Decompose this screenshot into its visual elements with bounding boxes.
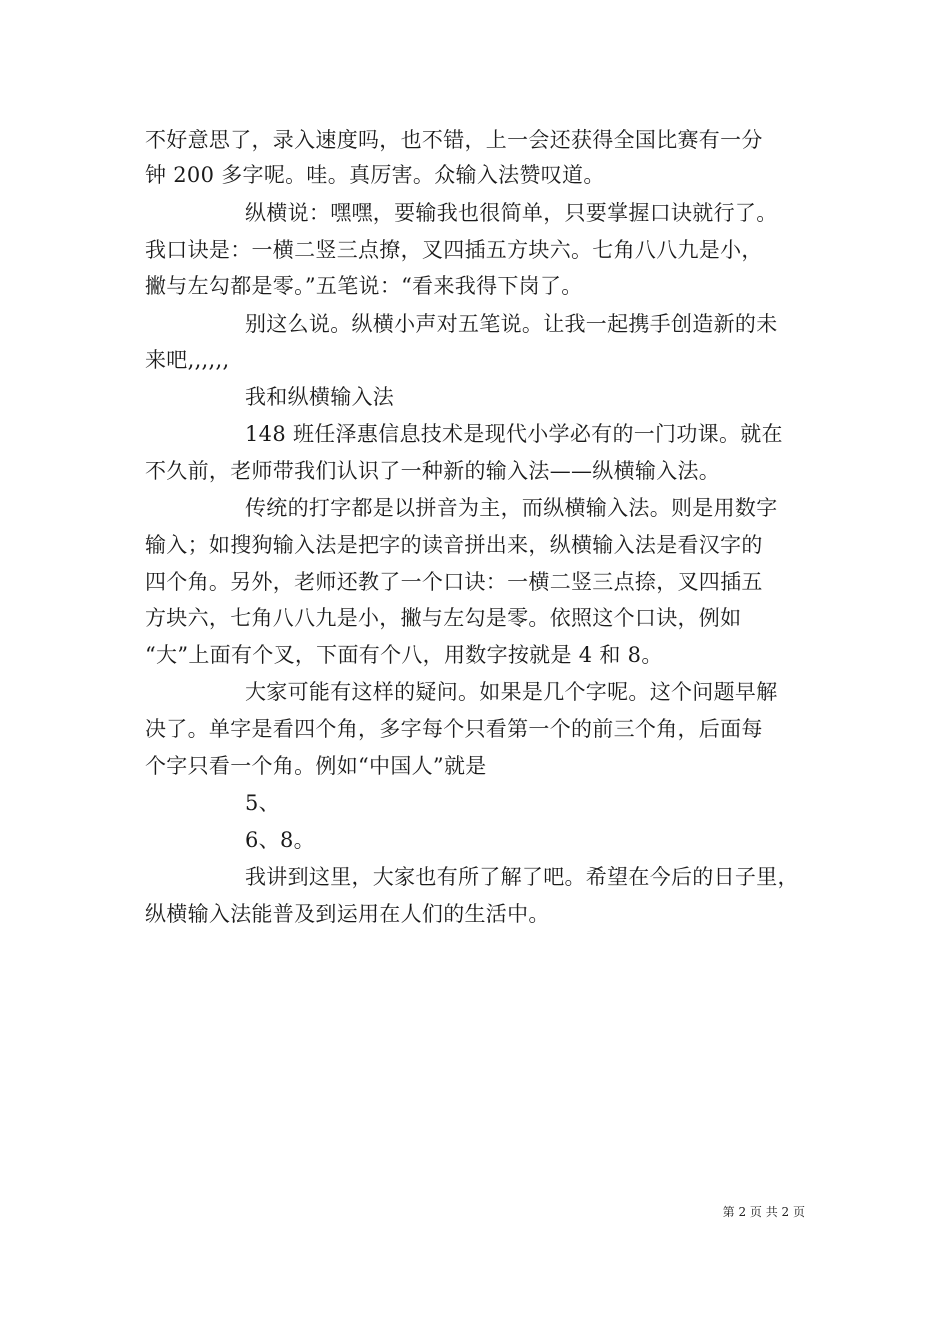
text-line: 传统的打字都是以拼音为主，而纵横输入法。则是用数字 [245,496,778,520]
text-line: 来吧,,,,,, [145,348,230,372]
text-line: 我口诀是：一横二竖三点撩，叉四插五方块六。七角八八九是小， [145,238,763,262]
text-line: 纵横说：嘿嘿，要输我也很简单，只要掌握口诀就行了。 [245,201,778,225]
text-line: “大”上面有个叉，下面有个八，用数字按就是 4 和 8。 [145,643,663,667]
text-line: 钟 200 多字呢。哇。真厉害。众输入法赞叹道。 [145,163,605,187]
text-line: 我讲到这里，大家也有所了解了吧。希望在今后的日子里， [245,865,799,889]
text-line: 6、8。 [245,828,315,852]
text-line: 四个角。另外，老师还教了一个口诀：一横二竖三点捺，叉四插五 [145,570,763,594]
text-line: 撇与左勾都是零。”五笔说：“看来我得下岗了。 [145,274,583,298]
text-line: 不好意思了，录入速度吗，也不错，上一会还获得全国比赛有一分 [145,128,763,152]
text-line: 纵横输入法能普及到运用在人们的生活中。 [145,902,550,926]
text-line: 大家可能有这样的疑问。如果是几个字呢。这个问题早解 [245,680,778,704]
text-line: 决了。单字是看四个角，多字每个只看第一个的前三个角，后面每 [145,717,763,741]
text-line: 别这么说。纵横小声对五笔说。让我一起携手创造新的未 [245,312,778,336]
text-line: 不久前，老师带我们认识了一种新的输入法——纵横输入法。 [145,459,721,483]
text-line: 个字只看一个角。例如“中国人”就是 [145,754,487,778]
section-heading: 我和纵横输入法 [245,385,395,409]
text-line: 输入；如搜狗输入法是把字的读音拼出来，纵横输入法是看汉字的 [145,533,763,557]
page-number-footer: 第 2 页 共 2 页 [722,1205,805,1219]
text-line: 5、 [245,791,280,815]
text-line: 方块六，七角八八九是小，撇与左勾是零。依照这个口诀，例如 [145,606,742,630]
text-line: 148 班任泽惠信息技术是现代小学必有的一门功课。就在 [245,422,783,446]
